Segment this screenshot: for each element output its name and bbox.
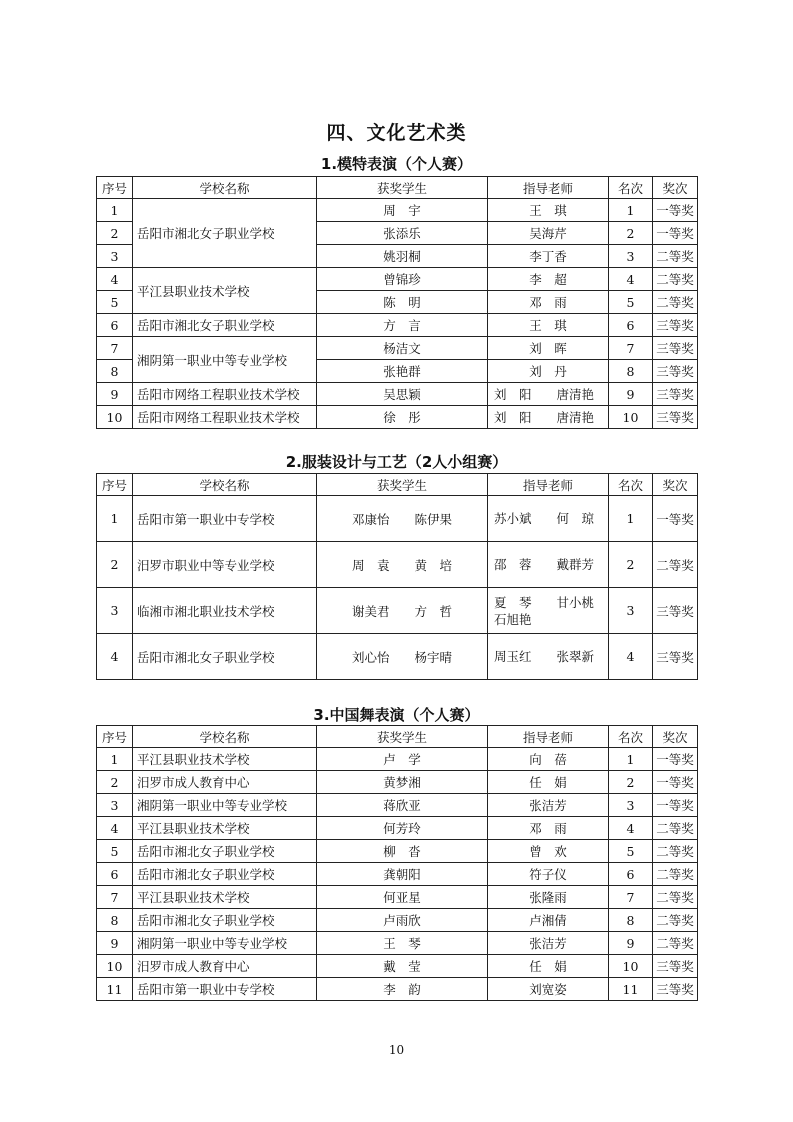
school-cell: 汨罗市成人教育中心 — [133, 955, 317, 978]
header-seq: 序号 — [97, 177, 133, 199]
table-row — [97, 771, 698, 794]
school-cell: 临湘市湘北职业技术学校 — [133, 588, 317, 634]
header-award: 奖次 — [653, 474, 698, 496]
table-row — [97, 748, 698, 771]
student-cell: 王 琴 — [317, 932, 488, 955]
school-cell: 岳阳市湘北女子职业学校 — [133, 840, 317, 863]
seq-cell: 2 — [97, 542, 133, 588]
rank-cell: 3 — [609, 245, 653, 268]
table-row — [97, 268, 698, 291]
seq-cell: 3 — [97, 794, 133, 817]
teacher-cell: 卢湘倩 — [488, 909, 609, 932]
award-cell: 一等奖 — [653, 496, 698, 542]
rank-cell: 1 — [609, 748, 653, 771]
award-cell: 二等奖 — [653, 542, 698, 588]
school-cell: 岳阳市湘北女子职业学校 — [133, 314, 317, 337]
student-cell: 曾锦珍 — [317, 268, 488, 291]
student-cell: 吴思颖 — [317, 383, 488, 406]
school-cell: 岳阳市湘北女子职业学校 — [133, 634, 317, 680]
student-cell: 周 袁 黄 培 — [317, 542, 488, 588]
rank-cell: 3 — [609, 794, 653, 817]
school-cell: 岳阳市第一职业中专学校 — [133, 978, 317, 1001]
rank-cell: 11 — [609, 978, 653, 1001]
seq-cell: 3 — [97, 245, 133, 268]
table-row — [97, 588, 698, 634]
award-cell: 一等奖 — [653, 771, 698, 794]
seq-cell: 4 — [97, 634, 133, 680]
seq-cell: 9 — [97, 932, 133, 955]
rank-cell: 2 — [609, 771, 653, 794]
award-cell: 三等奖 — [653, 406, 698, 429]
student-cell: 戴 莹 — [317, 955, 488, 978]
award-cell: 二等奖 — [653, 932, 698, 955]
seq-cell: 5 — [97, 840, 133, 863]
teacher-cell: 邓 雨 — [488, 817, 609, 840]
header-teacher: 指导老师 — [488, 726, 609, 748]
teacher-cell: 刘 晖 — [488, 337, 609, 360]
header-award: 奖次 — [653, 726, 698, 748]
table-header-row — [97, 177, 698, 199]
table-row — [97, 794, 698, 817]
table-row — [97, 817, 698, 840]
header-student: 获奖学生 — [317, 726, 488, 748]
section-title-fashion-design: 2.服装设计与工艺（2人小组赛） — [285, 453, 508, 471]
school-cell: 岳阳市第一职业中专学校 — [133, 496, 317, 542]
school-cell: 岳阳市湘北女子职业学校 — [133, 199, 317, 268]
teacher-cell: 张隆雨 — [488, 886, 609, 909]
award-cell: 三等奖 — [653, 634, 698, 680]
teacher-cell: 李丁香 — [488, 245, 609, 268]
award-cell: 二等奖 — [653, 291, 698, 314]
table-row — [97, 909, 698, 932]
award-cell: 二等奖 — [653, 863, 698, 886]
student-cell: 陈 明 — [317, 291, 488, 314]
seq-cell: 6 — [97, 863, 133, 886]
header-school: 学校名称 — [133, 177, 317, 199]
school-cell: 岳阳市湘北女子职业学校 — [133, 909, 317, 932]
award-cell: 一等奖 — [653, 794, 698, 817]
student-cell: 卢雨欣 — [317, 909, 488, 932]
school-cell: 湘阴第一职业中等专业学校 — [133, 932, 317, 955]
rank-cell: 4 — [609, 817, 653, 840]
award-cell: 三等奖 — [653, 360, 698, 383]
teacher-cell: 刘宽姿 — [488, 978, 609, 1001]
rank-cell: 1 — [609, 199, 653, 222]
student-cell: 何芳玲 — [317, 817, 488, 840]
award-cell: 三等奖 — [653, 978, 698, 1001]
student-cell: 张艳群 — [317, 360, 488, 383]
award-cell: 三等奖 — [653, 588, 698, 634]
rank-cell: 5 — [609, 291, 653, 314]
teacher-cell: 张洁芳 — [488, 794, 609, 817]
header-student: 获奖学生 — [317, 474, 488, 496]
student-cell: 李 韵 — [317, 978, 488, 1001]
table-row — [97, 337, 698, 360]
teacher-cell: 周玉红 张翠新 — [488, 634, 609, 680]
section-title-model-show: 1.模特表演（个人赛） — [320, 155, 473, 173]
header-school: 学校名称 — [133, 474, 317, 496]
teacher-cell: 曾 欢 — [488, 840, 609, 863]
teacher-cell: 向 蓓 — [488, 748, 609, 771]
teacher-cell: 刘 阳 唐清艳 — [488, 383, 609, 406]
seq-cell: 8 — [97, 909, 133, 932]
table-row — [97, 542, 698, 588]
teacher-cell: 李 超 — [488, 268, 609, 291]
table-row — [97, 496, 698, 542]
student-cell: 邓康怡 陈伊果 — [317, 496, 488, 542]
seq-cell: 7 — [97, 886, 133, 909]
header-rank: 名次 — [609, 474, 653, 496]
student-cell: 卢 学 — [317, 748, 488, 771]
award-cell: 二等奖 — [653, 886, 698, 909]
student-cell: 谢美君 方 哲 — [317, 588, 488, 634]
table-row — [97, 383, 698, 406]
student-cell: 蒋欣亚 — [317, 794, 488, 817]
school-cell: 汨罗市成人教育中心 — [133, 771, 317, 794]
rank-cell: 1 — [609, 496, 653, 542]
seq-cell: 9 — [97, 383, 133, 406]
school-cell: 岳阳市网络工程职业技术学校 — [133, 406, 317, 429]
table-row — [97, 886, 698, 909]
student-cell: 龚朝阳 — [317, 863, 488, 886]
header-seq: 序号 — [97, 474, 133, 496]
award-cell: 一等奖 — [653, 199, 698, 222]
table-row — [97, 978, 698, 1001]
teacher-cell: 刘 阳 唐清艳 — [488, 406, 609, 429]
teacher-cell: 夏 琴 甘小桃 石旭艳 — [488, 588, 609, 634]
section-title-chinese-dance: 3.中国舞表演（个人赛） — [313, 706, 480, 724]
school-cell: 平江县职业技术学校 — [133, 817, 317, 840]
school-cell: 平江县职业技术学校 — [133, 748, 317, 771]
header-school: 学校名称 — [133, 726, 317, 748]
award-cell: 二等奖 — [653, 817, 698, 840]
table-row — [97, 955, 698, 978]
school-cell: 平江县职业技术学校 — [133, 268, 317, 314]
rank-cell: 4 — [609, 634, 653, 680]
student-cell: 张添乐 — [317, 222, 488, 245]
student-cell: 周 宇 — [317, 199, 488, 222]
award-cell: 三等奖 — [653, 955, 698, 978]
award-cell: 二等奖 — [653, 909, 698, 932]
seq-cell: 4 — [97, 268, 133, 291]
header-award: 奖次 — [653, 177, 698, 199]
teacher-cell: 任 娟 — [488, 955, 609, 978]
table-row — [97, 199, 698, 222]
seq-cell: 2 — [97, 771, 133, 794]
table-header-row — [97, 726, 698, 748]
teacher-cell: 张洁芳 — [488, 932, 609, 955]
header-teacher: 指导老师 — [488, 177, 609, 199]
school-cell: 湘阴第一职业中等专业学校 — [133, 794, 317, 817]
award-cell: 三等奖 — [653, 383, 698, 406]
student-cell: 柳 沓 — [317, 840, 488, 863]
rank-cell: 6 — [609, 863, 653, 886]
student-cell: 杨洁文 — [317, 337, 488, 360]
rank-cell: 8 — [609, 909, 653, 932]
school-cell: 平江县职业技术学校 — [133, 886, 317, 909]
teacher-cell: 王 琪 — [488, 314, 609, 337]
table-row — [97, 932, 698, 955]
table-row — [97, 406, 698, 429]
rank-cell: 10 — [609, 406, 653, 429]
school-cell: 汨罗市职业中等专业学校 — [133, 542, 317, 588]
student-cell: 姚羽桐 — [317, 245, 488, 268]
table-row — [97, 863, 698, 886]
award-cell: 二等奖 — [653, 268, 698, 291]
rank-cell: 7 — [609, 886, 653, 909]
teacher-cell: 王 琪 — [488, 199, 609, 222]
page-title: 四、文化艺术类 — [326, 122, 467, 144]
rank-cell: 4 — [609, 268, 653, 291]
table-row — [97, 314, 698, 337]
rank-cell: 8 — [609, 360, 653, 383]
rank-cell: 5 — [609, 840, 653, 863]
teacher-cell: 吴海芹 — [488, 222, 609, 245]
school-cell: 岳阳市网络工程职业技术学校 — [133, 383, 317, 406]
teacher-cell: 邵 蓉 戴群芳 — [488, 542, 609, 588]
rank-cell: 6 — [609, 314, 653, 337]
teacher-cell: 邓 雨 — [488, 291, 609, 314]
seq-cell: 10 — [97, 955, 133, 978]
header-student: 获奖学生 — [317, 177, 488, 199]
award-cell: 三等奖 — [653, 337, 698, 360]
seq-cell: 4 — [97, 817, 133, 840]
header-rank: 名次 — [609, 726, 653, 748]
seq-cell: 10 — [97, 406, 133, 429]
award-cell: 一等奖 — [653, 222, 698, 245]
table-header-row — [97, 474, 698, 496]
rank-cell: 10 — [609, 955, 653, 978]
table-row — [97, 634, 698, 680]
rank-cell: 9 — [609, 383, 653, 406]
chinese-dance-table — [96, 725, 698, 1001]
student-cell: 黄梦湘 — [317, 771, 488, 794]
award-cell: 三等奖 — [653, 314, 698, 337]
header-seq: 序号 — [97, 726, 133, 748]
table-row — [97, 840, 698, 863]
award-cell: 一等奖 — [653, 748, 698, 771]
seq-cell: 3 — [97, 588, 133, 634]
page-number: 10 — [388, 1043, 405, 1057]
seq-cell: 1 — [97, 496, 133, 542]
seq-cell: 1 — [97, 748, 133, 771]
header-teacher: 指导老师 — [488, 474, 609, 496]
rank-cell: 2 — [609, 222, 653, 245]
seq-cell: 7 — [97, 337, 133, 360]
seq-cell: 5 — [97, 291, 133, 314]
fashion-design-table — [96, 473, 698, 680]
rank-cell: 7 — [609, 337, 653, 360]
teacher-cell: 符子仪 — [488, 863, 609, 886]
school-cell: 岳阳市湘北女子职业学校 — [133, 863, 317, 886]
award-cell: 二等奖 — [653, 840, 698, 863]
student-cell: 刘心怡 杨宇晴 — [317, 634, 488, 680]
student-cell: 方 言 — [317, 314, 488, 337]
seq-cell: 1 — [97, 199, 133, 222]
model-show-table — [96, 176, 698, 429]
teacher-cell: 任 娟 — [488, 771, 609, 794]
seq-cell: 6 — [97, 314, 133, 337]
rank-cell: 2 — [609, 542, 653, 588]
award-cell: 二等奖 — [653, 245, 698, 268]
teacher-cell: 苏小斌 何 琼 — [488, 496, 609, 542]
student-cell: 何亚星 — [317, 886, 488, 909]
teacher-cell: 刘 丹 — [488, 360, 609, 383]
seq-cell: 2 — [97, 222, 133, 245]
student-cell: 徐 彤 — [317, 406, 488, 429]
rank-cell: 9 — [609, 932, 653, 955]
school-cell: 湘阴第一职业中等专业学校 — [133, 337, 317, 383]
header-rank: 名次 — [609, 177, 653, 199]
seq-cell: 8 — [97, 360, 133, 383]
rank-cell: 3 — [609, 588, 653, 634]
seq-cell: 11 — [97, 978, 133, 1001]
